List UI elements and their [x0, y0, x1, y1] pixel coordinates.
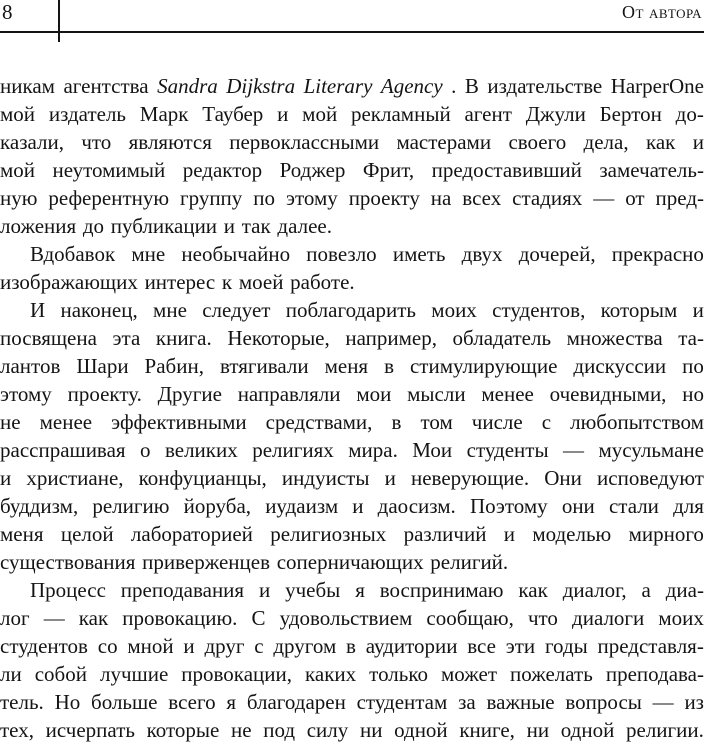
word: только: [369, 662, 428, 686]
word: наконец,: [60, 298, 138, 322]
word: ложения: [0, 214, 77, 238]
word: этому: [285, 186, 338, 210]
word: по: [253, 186, 275, 210]
word: Роджер: [279, 158, 346, 182]
word: и: [183, 634, 195, 658]
word: стимулирующие: [409, 354, 558, 378]
word: за: [458, 690, 476, 714]
word: необычайно: [181, 242, 291, 266]
word: дела,: [583, 130, 629, 154]
word: в: [391, 410, 402, 434]
word: а: [641, 578, 651, 602]
word: для: [673, 494, 704, 518]
word: всего: [168, 690, 216, 714]
word: мусульмане: [598, 438, 704, 462]
header-vertical-rule: [58, 0, 60, 42]
word: различий: [403, 522, 487, 546]
word: никам: [0, 74, 55, 98]
word: ную: [0, 186, 38, 210]
word: ни: [359, 718, 383, 742]
word: они: [561, 494, 595, 518]
word: студенты: [466, 438, 549, 462]
word: неутомимый: [52, 158, 166, 182]
word: изображающих: [0, 270, 138, 294]
word: преподавания: [120, 578, 245, 602]
word: являются: [128, 130, 212, 154]
word: удовольствием: [279, 606, 413, 630]
word: например,: [345, 326, 437, 350]
word: студентам: [356, 690, 448, 714]
word: замечатель-: [599, 158, 704, 182]
word: сообщаю,: [426, 606, 514, 630]
paragraph: [0, 72, 704, 240]
word: диа-: [665, 578, 704, 602]
word: великих: [164, 438, 238, 462]
word: любопытством: [570, 410, 704, 434]
word: благодарен: [246, 690, 346, 714]
word: прекрасно: [611, 242, 704, 266]
word: мне: [153, 298, 187, 322]
word: воспринимаю: [379, 578, 504, 602]
word: по: [682, 354, 704, 378]
word: агентства: [63, 74, 149, 98]
word: и: [692, 130, 704, 154]
word: с: [541, 410, 552, 434]
word: может: [441, 662, 498, 686]
word: христиане,: [26, 466, 124, 490]
word: моделью: [532, 522, 612, 546]
text-line: [0, 632, 704, 660]
word: эти: [505, 634, 536, 658]
text-line: [0, 212, 704, 240]
word: издательстве: [487, 74, 603, 98]
text-line: [0, 296, 704, 324]
word: дискуссии: [573, 354, 667, 378]
word: Джули: [525, 102, 586, 126]
word: и: [352, 494, 364, 518]
word: иудаизм: [265, 494, 339, 518]
text-line: [0, 72, 704, 100]
text-line: [0, 268, 704, 296]
word: Они: [544, 466, 582, 490]
word: до: [82, 214, 105, 238]
word: диалоги: [572, 606, 645, 630]
text-line: [0, 492, 704, 520]
word: пожелать: [510, 662, 593, 686]
word: та-: [678, 326, 704, 350]
word: эффективными: [111, 410, 247, 434]
word: исчерпать: [45, 718, 135, 742]
running-title: От автора: [622, 2, 702, 22]
word: эта: [112, 326, 141, 350]
word: мирного: [628, 522, 704, 546]
word: в: [384, 354, 394, 378]
word: проекту: [348, 186, 420, 210]
word: мои: [356, 382, 392, 406]
word: индуисты: [281, 466, 370, 490]
word: исповедуют: [597, 466, 704, 490]
word: мастерами: [396, 130, 492, 154]
word: Вдобавок: [30, 242, 116, 266]
word: йоруба,: [183, 494, 252, 518]
word: меня: [0, 522, 44, 546]
word: как: [645, 130, 676, 154]
word: Literary: [303, 74, 373, 98]
word: очевидными,: [549, 382, 667, 406]
word: своего: [508, 130, 567, 154]
word: к: [221, 270, 233, 294]
word: группу: [179, 186, 243, 210]
word: Таубер: [202, 102, 264, 126]
word: работе.: [290, 270, 355, 294]
word: и: [277, 102, 289, 126]
word: собой: [34, 662, 87, 686]
word: все: [467, 634, 496, 658]
word: .: [451, 74, 457, 98]
word: друг: [204, 634, 245, 658]
word: этому: [0, 382, 52, 406]
word: важные: [486, 690, 555, 714]
word: предоставивший: [431, 158, 582, 182]
word: следует: [202, 298, 271, 322]
word: иметь: [392, 242, 446, 266]
word: представля-: [597, 634, 704, 658]
word: аудитории: [365, 634, 458, 658]
word: средствами,: [265, 410, 373, 434]
text-line: [0, 520, 704, 548]
body-text: [0, 72, 704, 744]
word: обладатель: [452, 326, 552, 350]
word: —: [43, 606, 65, 630]
word: лабораторией: [130, 522, 253, 546]
word: тель.: [0, 690, 44, 714]
word: —: [593, 186, 615, 210]
word: о: [140, 438, 151, 462]
word: что: [81, 130, 112, 154]
word: публикации: [110, 214, 218, 238]
word: направляли: [237, 382, 341, 406]
word: религиозных: [270, 522, 387, 546]
word: студентов,: [492, 298, 586, 322]
word: книга.: [155, 326, 212, 350]
word: Поэтому: [469, 494, 548, 518]
word: и: [503, 522, 515, 546]
header-horizontal-rule: [0, 31, 704, 33]
word: и: [223, 214, 236, 238]
word: меня: [324, 354, 369, 378]
word: Рабин,: [144, 354, 204, 378]
word: расспрашивая: [0, 438, 126, 462]
word: двух: [461, 242, 503, 266]
page-number: 8: [2, 0, 13, 24]
word: мной: [127, 634, 174, 658]
word: мне: [131, 242, 166, 266]
word: религию: [92, 494, 170, 518]
word: агент: [464, 102, 512, 126]
word: интерес: [144, 270, 216, 294]
word: первоклассными: [229, 130, 380, 154]
word: казали,: [0, 130, 64, 154]
word: одной: [394, 718, 448, 742]
word: каких: [305, 662, 357, 686]
word: Но: [54, 690, 81, 714]
word: И: [30, 298, 46, 322]
word: книге,: [459, 718, 515, 742]
word: издатель: [48, 102, 126, 126]
text-line: [0, 688, 704, 716]
text-line: [0, 548, 704, 576]
word: вопросы: [565, 690, 642, 714]
word: с: [254, 634, 264, 658]
word: буддизм,: [0, 494, 79, 518]
word: мой: [0, 102, 36, 126]
word: и: [258, 578, 271, 602]
word: всех: [462, 186, 502, 210]
word: приверженцев: [142, 550, 271, 574]
word: но: [682, 382, 704, 406]
text-line: [0, 184, 704, 212]
text-line: [0, 464, 704, 492]
word: Agency: [380, 74, 443, 98]
word: лучшие: [100, 662, 169, 686]
text-line: [0, 324, 704, 352]
word: посвящена: [0, 326, 97, 350]
word: как: [518, 578, 548, 602]
word: в: [346, 634, 356, 658]
word: студентов: [0, 634, 88, 658]
word: и: [384, 466, 396, 490]
word: Sandra: [157, 74, 218, 98]
word: неверующие.: [411, 466, 530, 490]
word: числе: [471, 410, 523, 434]
word: больше: [91, 690, 158, 714]
word: Шари: [76, 354, 129, 378]
word: мысли: [407, 382, 466, 406]
word: я: [355, 578, 365, 602]
word: так: [241, 214, 271, 238]
word: поблагодарить: [285, 298, 416, 322]
word: Другие: [157, 382, 222, 406]
word: С: [251, 606, 266, 630]
word: целой: [60, 522, 114, 546]
word: далее.: [277, 214, 332, 238]
word: моих: [431, 298, 477, 322]
word: и: [0, 466, 12, 490]
word: мира.: [348, 438, 398, 462]
word: мой: [0, 158, 36, 182]
word: Бертон: [599, 102, 662, 126]
word: —: [563, 438, 585, 462]
word: повезло: [306, 242, 377, 266]
word: лог: [0, 606, 30, 630]
word: со: [97, 634, 118, 658]
word: В: [464, 74, 479, 98]
text-line: [0, 156, 704, 184]
word: рекламный: [350, 102, 451, 126]
word: менее: [481, 382, 534, 406]
word: под: [263, 718, 296, 742]
word: Процесс: [30, 578, 106, 602]
word: силу: [306, 718, 349, 742]
text-line: [0, 716, 704, 744]
word: одной: [560, 718, 615, 742]
word: проекту.: [67, 382, 142, 406]
word: преподава-: [605, 662, 704, 686]
word: Фрит,: [362, 158, 415, 182]
word: что: [527, 606, 558, 630]
word: другом: [273, 634, 337, 658]
text-line: [0, 660, 704, 688]
word: моей: [238, 270, 284, 294]
word: ни: [526, 718, 550, 742]
word: как: [78, 606, 109, 630]
word: —: [652, 690, 674, 714]
word: дочерей,: [518, 242, 596, 266]
text-line: [0, 436, 704, 464]
word: Марк: [139, 102, 189, 126]
text-line: [0, 604, 704, 632]
word: референтную: [48, 186, 170, 210]
word: моих: [658, 606, 704, 630]
word: провокации,: [181, 662, 292, 686]
word: годы: [544, 634, 588, 658]
word: Мои: [412, 438, 453, 462]
word: множества: [566, 326, 663, 350]
word: не: [231, 718, 252, 742]
word: Некоторые,: [227, 326, 330, 350]
text-line: [0, 100, 704, 128]
word: стадиях: [512, 186, 583, 210]
text-line: [0, 240, 704, 268]
word: стали: [608, 494, 659, 518]
word: том: [420, 410, 453, 434]
word: втягивали: [219, 354, 309, 378]
word: менее: [39, 410, 93, 434]
word: я: [226, 690, 237, 714]
word: конфуцианцы,: [138, 466, 267, 490]
paragraph: [0, 296, 704, 576]
word: религии.: [626, 718, 704, 742]
word: лантов: [0, 354, 61, 378]
paragraph: [0, 576, 704, 744]
word: пред-: [655, 186, 704, 210]
text-line: [0, 128, 704, 156]
word: тех,: [0, 718, 34, 742]
word: и: [692, 298, 704, 322]
text-line: [0, 352, 704, 380]
word: которые: [146, 718, 220, 742]
word: которым: [600, 298, 678, 322]
text-line: [0, 380, 704, 408]
word: не: [0, 410, 21, 434]
word: соперничающих: [276, 550, 424, 574]
word: мой: [302, 102, 338, 126]
word: диалог,: [562, 578, 627, 602]
word: провокацию.: [122, 606, 238, 630]
word: ли: [0, 662, 22, 686]
word: Dijkstra: [226, 74, 296, 98]
text-line: [0, 576, 704, 604]
word: религий.: [430, 550, 509, 574]
word: религиях: [252, 438, 334, 462]
word: на: [430, 186, 452, 210]
page-header: [0, 0, 704, 44]
word: до-: [675, 102, 704, 126]
text-line: [0, 408, 704, 436]
word: из: [684, 690, 704, 714]
word: редактор: [182, 158, 263, 182]
word: HarperOne: [610, 74, 704, 98]
word: от: [625, 186, 645, 210]
word: учебы: [285, 578, 341, 602]
paragraph: [0, 240, 704, 296]
word: существования: [0, 550, 136, 574]
word: даосизм.: [377, 494, 456, 518]
